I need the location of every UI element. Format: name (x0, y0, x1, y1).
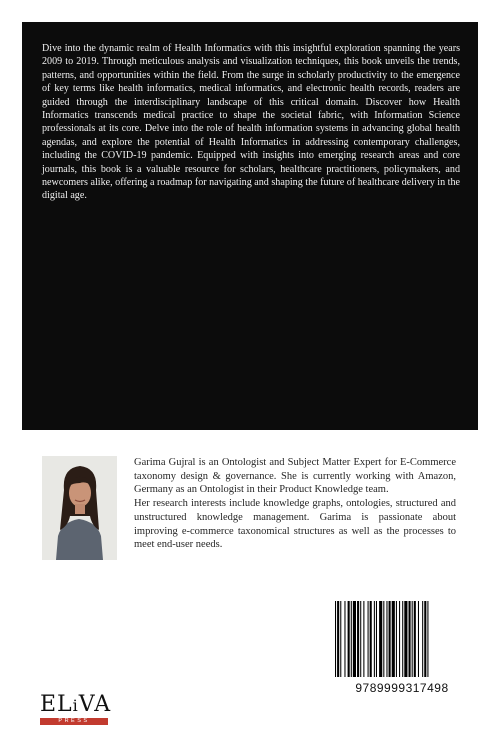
author-bio-paragraph: Garima Gujral is an Ontologist and Subject Matter Expert for E-Commerce taxonomy design & governance. She is currently working with Amazon, Germany as an Ontologist in their Product Knowledge team. (134, 457, 456, 496)
barcode-bar (353, 601, 356, 677)
barcode-bar (414, 601, 416, 677)
synopsis-text: Dive into the dynamic realm of Health Informatics with this insightful exploration spanning the years 2009 to 2019. Through meticulous analysis and visualization techniques, this book unveils the trends, patterns, and opportunities within the field. From the surge in scholarly productivity to the emergence of key terms like health informatics, medical informatics, and electronic health records, readers are guided through the interdisciplinary landscape of this critical domain. Discover how Health Informatics transcends medical practice to shape the societal fabric, with Information Science professionals at its core. Delve into the role of health information systems in advancing global health agendas, and explore the potential of Health Informatics in addressing contemporary challenges, including the COVID-19 pandemic. Equipped with insights into emerging research areas and core journals, this book is a valuable resource for scholars, healthcare practitioners, policymakers, and newcomers alike, offering a roadmap for navigating and shaping the future of healthcare delivery in the digital age. (42, 43, 460, 202)
barcode-bar (335, 601, 336, 677)
publisher-logo-wordmark: ELiVA (40, 692, 112, 717)
barcode-bar (351, 601, 352, 677)
barcode-bar (399, 601, 400, 677)
barcode-bar (386, 601, 387, 677)
barcode-bar (376, 601, 377, 677)
barcode-bar (427, 601, 428, 677)
barcode-bar (374, 601, 375, 677)
barcode-bar (392, 601, 395, 677)
barcode-bar (424, 601, 426, 677)
author-bio (134, 456, 456, 552)
barcode-bar (404, 601, 407, 677)
barcode-bar (418, 601, 419, 677)
barcode-bar (357, 601, 359, 677)
barcode-bar (340, 601, 341, 677)
barcode-bar (412, 601, 413, 677)
barcode-bar (402, 601, 403, 677)
isbn-number: 9789999317498 (355, 681, 449, 695)
barcode-bar (360, 601, 361, 677)
barcode-bar (344, 601, 345, 677)
isbn-barcode (329, 597, 475, 701)
author-photo (42, 456, 117, 560)
barcode-bar (368, 601, 369, 677)
publisher-logo (40, 694, 118, 724)
barcode-bar (422, 601, 423, 677)
barcode-bar (370, 601, 372, 677)
barcode-bar (409, 601, 411, 677)
barcode-bar (363, 601, 364, 677)
author-bio-paragraph: Her research interests include knowledge graphs, ontologies, structured and unstructured knowledge management. Garima is passionate about improving e-commerce taxonomical structures as well as the processes to meet end-user needs. (134, 498, 456, 551)
barcode-bar (348, 601, 350, 677)
author-portrait-image (42, 456, 117, 560)
barcode-bar (383, 601, 384, 677)
barcode-bars (335, 601, 469, 677)
barcode-bar (337, 601, 339, 677)
barcode-bar (379, 601, 382, 677)
barcode-bar (396, 601, 397, 677)
publisher-logo-press-band: PRESS (40, 718, 108, 725)
barcode-bar (389, 601, 391, 677)
synopsis-panel (22, 22, 478, 430)
